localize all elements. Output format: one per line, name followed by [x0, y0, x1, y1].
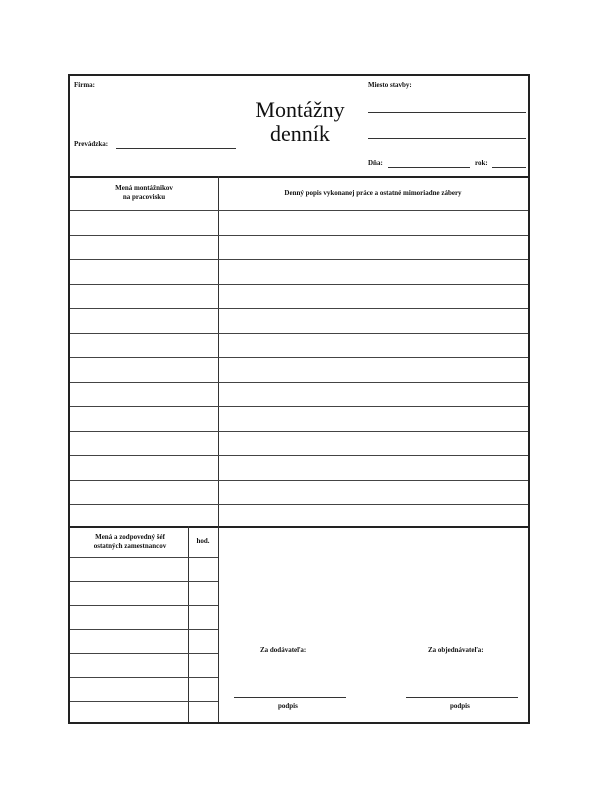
staff-row[interactable]: [70, 653, 218, 654]
table-row[interactable]: [70, 406, 528, 407]
table-row[interactable]: [70, 308, 528, 309]
staff-row[interactable]: [70, 605, 218, 606]
staff-header-line-2: ostatných zamestnancov: [93, 542, 167, 550]
staff-row[interactable]: [70, 629, 218, 630]
staff-row[interactable]: [70, 557, 218, 558]
table-row[interactable]: [70, 480, 528, 481]
work-description-header: Denný popis vykonanej práce a ostatné mimoriadne zábery: [284, 189, 462, 197]
year-field[interactable]: [492, 167, 526, 168]
inspector-label: Prevádzka:: [74, 140, 109, 148]
day-field[interactable]: [388, 167, 470, 168]
site-field-line-2[interactable]: [368, 138, 526, 139]
hours-column-divider: [188, 526, 189, 722]
table-row[interactable]: [70, 210, 528, 211]
site-field-line-1[interactable]: [368, 112, 526, 113]
site-label: Miesto stavby:: [368, 81, 412, 89]
table-row[interactable]: [70, 284, 528, 285]
table-row[interactable]: [70, 431, 528, 432]
table-row[interactable]: [70, 259, 528, 260]
title-line-2: denník: [270, 121, 330, 146]
column-divider: [218, 176, 219, 526]
customer-signature-field[interactable]: [406, 697, 518, 698]
workers-header-line-1: Mená montážnikov: [115, 184, 173, 192]
workers-column-header: [74, 184, 214, 202]
day-label: Dňa:: [368, 159, 383, 167]
title-line-1: Montážny: [255, 97, 345, 122]
signature-area-divider: [218, 526, 219, 722]
montage-diary-form: [68, 74, 530, 724]
hours-column-header: hod.: [196, 537, 210, 545]
supplier-signature-field[interactable]: [234, 697, 346, 698]
year-label: rok:: [475, 159, 488, 167]
company-label: Firma:: [74, 81, 95, 89]
staff-row[interactable]: [70, 581, 218, 582]
supplier-label: Za dodávateľa:: [260, 646, 307, 654]
table-row[interactable]: [70, 382, 528, 383]
staff-row[interactable]: [70, 701, 218, 702]
staff-column-header: [74, 533, 186, 551]
customer-label: Za objednávateľa:: [428, 646, 484, 654]
table-row[interactable]: [70, 455, 528, 456]
inspector-field[interactable]: [116, 148, 236, 149]
page-title: [240, 98, 360, 146]
table-row[interactable]: [70, 333, 528, 334]
form-header: [70, 76, 528, 178]
staff-header-line-1: Mená a zodpovedný šéf: [95, 533, 165, 541]
staff-row[interactable]: [70, 677, 218, 678]
customer-signature-caption: podpis: [450, 702, 470, 710]
staff-hours-and-signatures: [70, 526, 528, 722]
supplier-signature-caption: podpis: [278, 702, 298, 710]
table-row[interactable]: [70, 235, 528, 236]
workers-header-line-2: na pracovisku: [122, 193, 166, 201]
table-row[interactable]: [70, 504, 528, 505]
work-log-table: [70, 176, 528, 528]
table-row[interactable]: [70, 357, 528, 358]
